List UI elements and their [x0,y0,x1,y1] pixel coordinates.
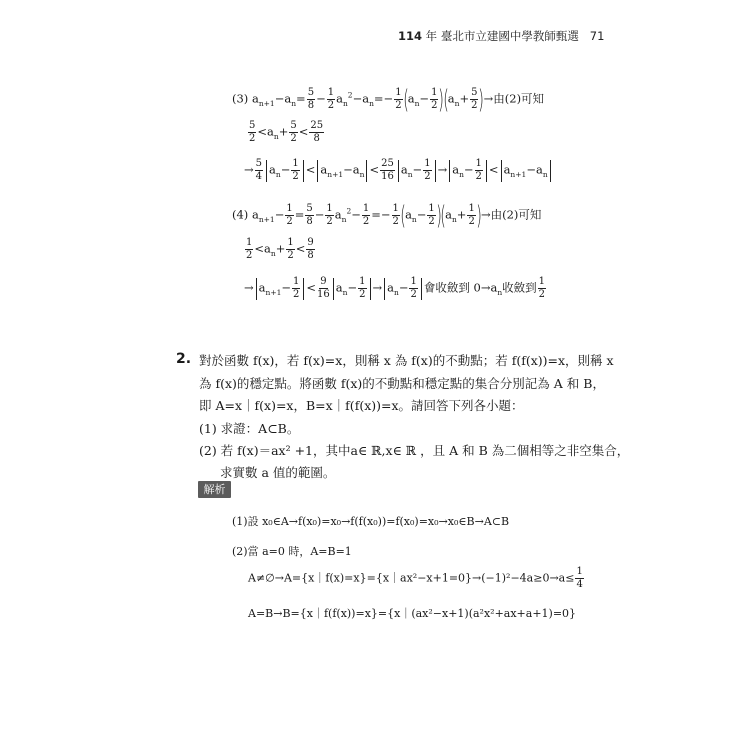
problem-sub2a: (2) 若 f(x)＝ax² +1，其中a∈ ℝ,x∈ ℝ ，且 A 和 B 為二個相等之非空集合， [199,443,630,458]
problem-line3: 即 A=x｜f(x)=x，B=x｜f(f(x))=x。請回答下列各小題： [199,398,524,413]
part4-line3: → $a_{n+1}-$ $\frac{1}{2}$ < $\frac{9}{16}$ $a_n-$ $\frac{1}{2}$ → $a_n-$ $\frac{1}{2}$ 會收斂到 $0\to a_n$收斂到 $\frac{1}{2}$ [244,276,546,300]
solution-line2: (2)當 a=0 時，A=B=1 [232,545,352,558]
header-title: 年 臺北市立建國中學教師甄選 [425,29,579,43]
solution-line4: A=B→B={x｜f(f(x))=x}={x｜(ax²−x+1)(a²x²+ax+a+1)=0} [248,607,577,620]
part4-conclusion: 會收斂到 0→a [423,280,498,295]
solution-line3-text: A≠∅→A={x｜f(x)=x}={x｜ax²−x+1=0}→(−1)²−4a≥0→a≤ [248,571,575,585]
problem-line2: 為 f(x)的穩定點。將函數 f(x)的不動點和穩定點的集合分別記為 A 和 B， [199,376,605,391]
header-year: 114 [398,29,423,43]
part4-line2: $\frac{1}{2}$ $<a_n+$ $\frac{1}{2}$ < $\frac{9}{8}$ [246,237,314,261]
part4-label: (4) [232,207,249,222]
solution-line3: A≠∅→A={x｜f(x)=x}={x｜ax²−x+1=0}→(−1)²−4a≥0→a≤ $\frac{1}{4}$ [248,566,583,590]
problem-line1: 對於函數 f(x)，若 f(x)=x，則稱 x 為 f(x)的不動點；若 f(f(x))=x，則稱 x [199,353,614,368]
part4-conclusion2: 收斂到 [502,280,537,295]
part3-line1: (3) $a_{n+1}-a_n=$ $\frac{5}{8}$ − $\frac{1}{2}$ $a_n^2-a_n=-$ $\frac{1}{2}$ ($a_n-$ $\frac{1}{2}$ )($a_n+$ $\frac{5}{2}$ )→由(2)可知 [232,84,545,115]
part3-tail: →由(2)可知 [483,91,545,106]
page-number: 71 [589,29,605,43]
part3-line2: $\frac{5}{2}$ $<a_n+$ $\frac{5}{2}$ < $\frac{25}{8}$ [249,120,324,144]
problem-sub1: (1) 求證：A⊂B。 [199,421,300,436]
solution-line1: (1)設 x₀∈A→f(x₀)=x₀→f(f(x₀))=f(x₀)=x₀→x₀∈B→A⊂B [232,515,510,528]
part3-label: (3) [232,91,249,106]
part3-line3: → $\frac{5}{4}$ $a_n-$ $\frac{1}{2}$ < $a_{n+1}-a_n$ < $\frac{25}{16}$ $a_n-$ $\frac{1}{2}$ → $a_n-$ $\frac{1}{2}$ < $a_{n+1}-a_n$ [244,159,553,182]
page-header [398,28,604,44]
problem-sub2b: 求實數 a 值的範圍。 [220,465,336,480]
part4-line1: (4) $a_{n+1}-$ $\frac{1}{2}$ = $\frac{5}{8}$ − $\frac{1}{2}$ $a_n^2-$ $\frac{1}{2}$ =− $\frac{1}{2}$ ($a_n-$ $\frac{1}{2}$ )($a_n+$ $\frac{1}{2}$ )→由(2)可知 [232,200,542,231]
solution-tag: 解析 [198,481,231,498]
part4-tail: →由(2)可知 [480,207,542,222]
problem-number: 2. [176,351,192,367]
